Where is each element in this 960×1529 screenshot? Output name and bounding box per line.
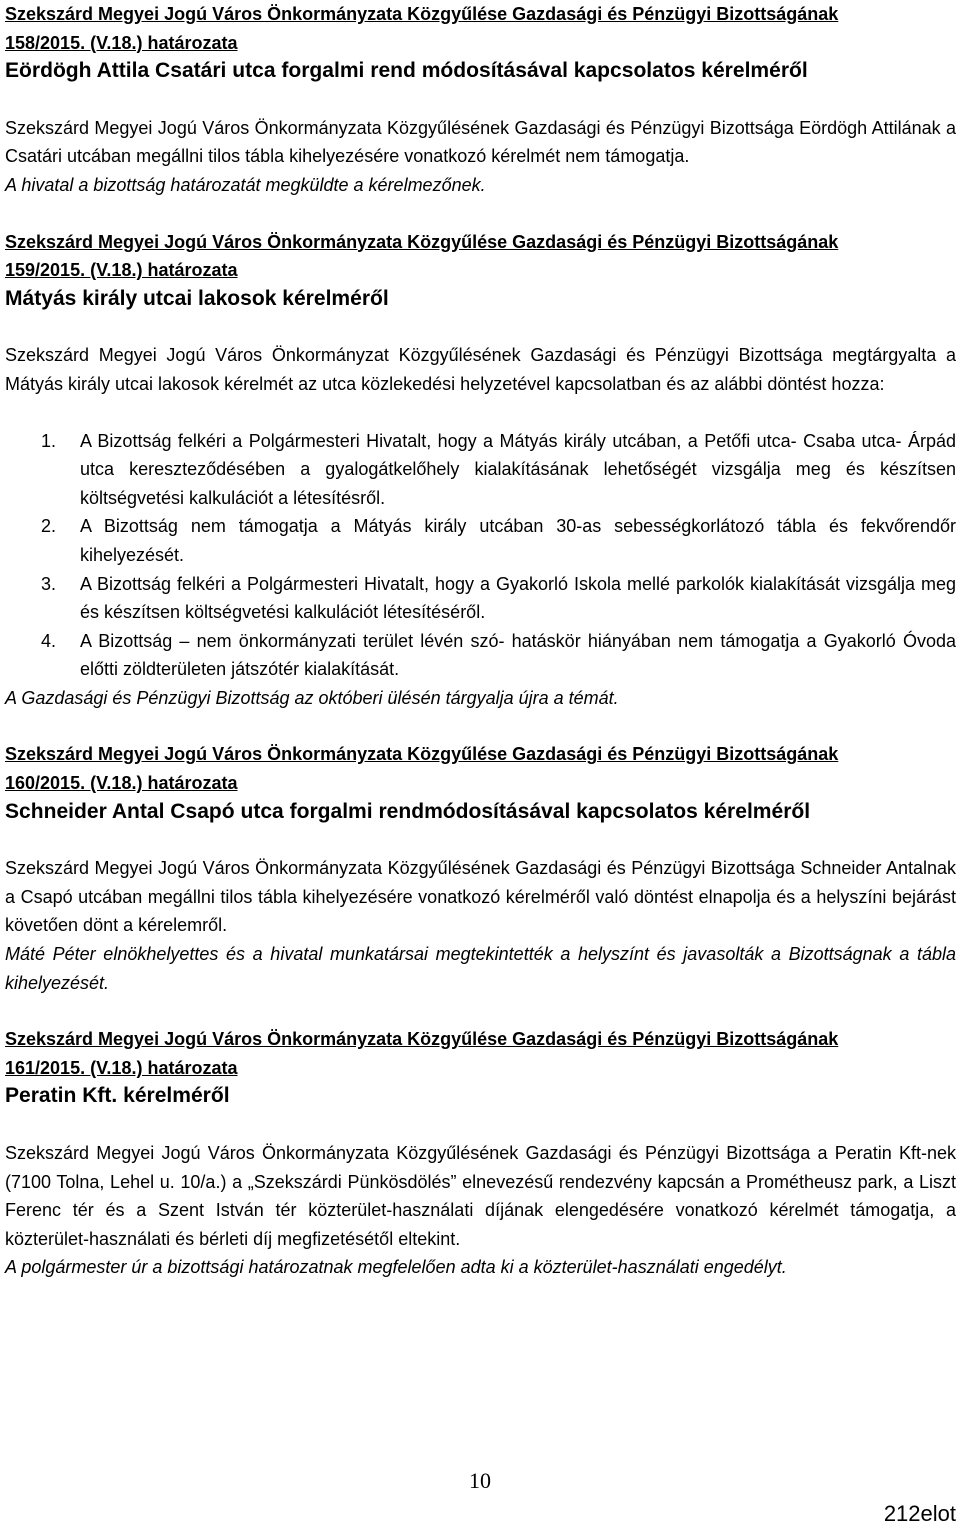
decision-point-number: 1. bbox=[41, 430, 57, 451]
resolution-161 bbox=[5, 1025, 956, 1282]
resolution-issuer: Szekszárd Megyei Jogú Város Önkormányzata Közgyűlése Gazdasági és Pénzügyi Bizottságának bbox=[5, 231, 839, 252]
decision-point-text: A Bizottság felkéri a Polgármesteri Hivatalt, hogy a Gyakorló Iskola mellé parkolók kialakítását vizsgálja meg és készítsen költségvetési kalkulációt létesítéséről. bbox=[80, 573, 956, 623]
resolution-note: A hivatal a bizottság határozatát megküldte a kérelmezőnek. bbox=[5, 174, 486, 195]
decision-point-text: A Bizottság felkéri a Polgármesteri Hivatalt, hogy a Mátyás király utcában, a Petőfi utca- Csaba utca- Árpád utca kereszteződésében a gyalogátkelőhely kialakításának lehetőségét vizsgálja meg és készítsen költségvetési kalkulációt a létesítésről. bbox=[80, 430, 956, 508]
resolution-issuer: Szekszárd Megyei Jogú Város Önkormányzata Közgyűlése Gazdasági és Pénzügyi Bizottságának bbox=[5, 1029, 839, 1050]
resolution-issuer-text: Szekszárd Megyei Jogú Város Önkormányzata Közgyűlése Gazdasági és Pénzügyi Bizottságának bbox=[5, 4, 839, 24]
decision-point bbox=[5, 627, 956, 684]
resolution-number: 158/2015. (V.18.) határozata bbox=[5, 32, 238, 53]
decision-point-number: 2. bbox=[41, 516, 57, 537]
resolution-issuer: Szekszárd Megyei Jogú Város Önkormányzata Közgyűlése Gazdasági és Pénzügyi Bizottságának bbox=[5, 744, 839, 765]
decision-point-number: 3. bbox=[41, 573, 57, 594]
resolution-note: A Gazdasági és Pénzügyi Bizottság az októberi ülésén tárgyalja újra a témát. bbox=[5, 687, 619, 708]
decision-point-number: 4. bbox=[41, 630, 57, 651]
resolution-number: 160/2015. (V.18.) határozata bbox=[5, 773, 238, 794]
resolution-158 bbox=[5, 0, 956, 200]
resolution-issuer bbox=[5, 0, 956, 29]
decision-point bbox=[5, 570, 956, 627]
resolution-text: Szekszárd Megyei Jogú Város Önkormányzata Közgyűlésének Gazdasági és Pénzügyi Bizottsága Eördögh Attilának a Csatári utcában megállni tilos tábla kihelyezésére vonatkozó kérelmét nem támogatja. bbox=[5, 117, 956, 167]
document-page bbox=[5, 0, 956, 1310]
resolution-text: Szekszárd Megyei Jogú Város Önkormányzata Közgyűlésének Gazdasági és Pénzügyi Bizottsága a Peratin Kft-nek (7100 Tolna, Lehel u. 10/a.) a „Szekszárdi Pünkösdölés” elnevezésű rendezvény kapcsán a Prométheusz park, a Liszt Ferenc tér és a Szent István tér közterület-használati díjának elengedésére vonatkozó kérelmét támogatja, a közterület-használati és bérleti díj megfizetésétől eltekint. bbox=[5, 1143, 956, 1249]
resolution-subject: Schneider Antal Csapó utca forgalmi rendmódosításával kapcsolatos kérelméről bbox=[5, 799, 811, 823]
document-code: 212elot bbox=[883, 1501, 956, 1526]
resolution-text: Szekszárd Megyei Jogú Város Önkormányzat Közgyűlésének Gazdasági és Pénzügyi Bizottsága megtárgyalta a Mátyás király utcai lakosok kérelmét az utca közlekedési helyzetével kapcsolatban és az alábbi döntést hozza: bbox=[5, 345, 956, 394]
resolution-note: A polgármester úr a bizottsági határozatnak megfelelően adta ki a közterület-használati engedélyt. bbox=[5, 1257, 787, 1278]
page-number: 10 bbox=[469, 1468, 491, 1493]
resolution-number: 159/2015. (V.18.) határozata bbox=[5, 260, 238, 281]
decision-point-text: A Bizottság – nem önkormányzati terület lévén szó- hatáskör hiányában nem támogatja a Gyakorló Óvoda előtti zöldterületen játszótér kialakítását. bbox=[80, 630, 956, 680]
decision-point bbox=[5, 427, 956, 513]
resolution-subject: Peratin Kft. kérelméről bbox=[5, 1084, 230, 1108]
resolution-subject: Mátyás király utcai lakosok kérelméről bbox=[5, 286, 389, 310]
resolution-160 bbox=[5, 740, 956, 997]
decision-point-text: A Bizottság nem támogatja a Mátyás király utcában 30-as sebességkorlátozó tábla és fekvőrendőr kihelyezését. bbox=[80, 516, 956, 565]
decision-point bbox=[5, 512, 956, 569]
resolution-number: 161/2015. (V.18.) határozata bbox=[5, 1057, 238, 1078]
resolution-159 bbox=[5, 228, 956, 713]
resolution-note: Máté Péter elnökhelyettes és a hivatal munkatársai megtekintették a helyszínt és javasolták a Bizottságnak a tábla kihelyezését. bbox=[5, 944, 956, 993]
decision-points bbox=[5, 427, 956, 684]
resolution-text: Szekszárd Megyei Jogú Város Önkormányzata Közgyűlésének Gazdasági és Pénzügyi Bizottsága Schneider Antalnak a Csapó utcában megállni tilos tábla kihelyezésére vonatkozó kérelméről való döntést elnapolja és a helyszíni bejárást követően dönt a kérelemről. bbox=[5, 858, 956, 936]
resolution-subject: Eördögh Attila Csatári utca forgalmi rend módosításával kapcsolatos kérelméről bbox=[5, 59, 808, 83]
